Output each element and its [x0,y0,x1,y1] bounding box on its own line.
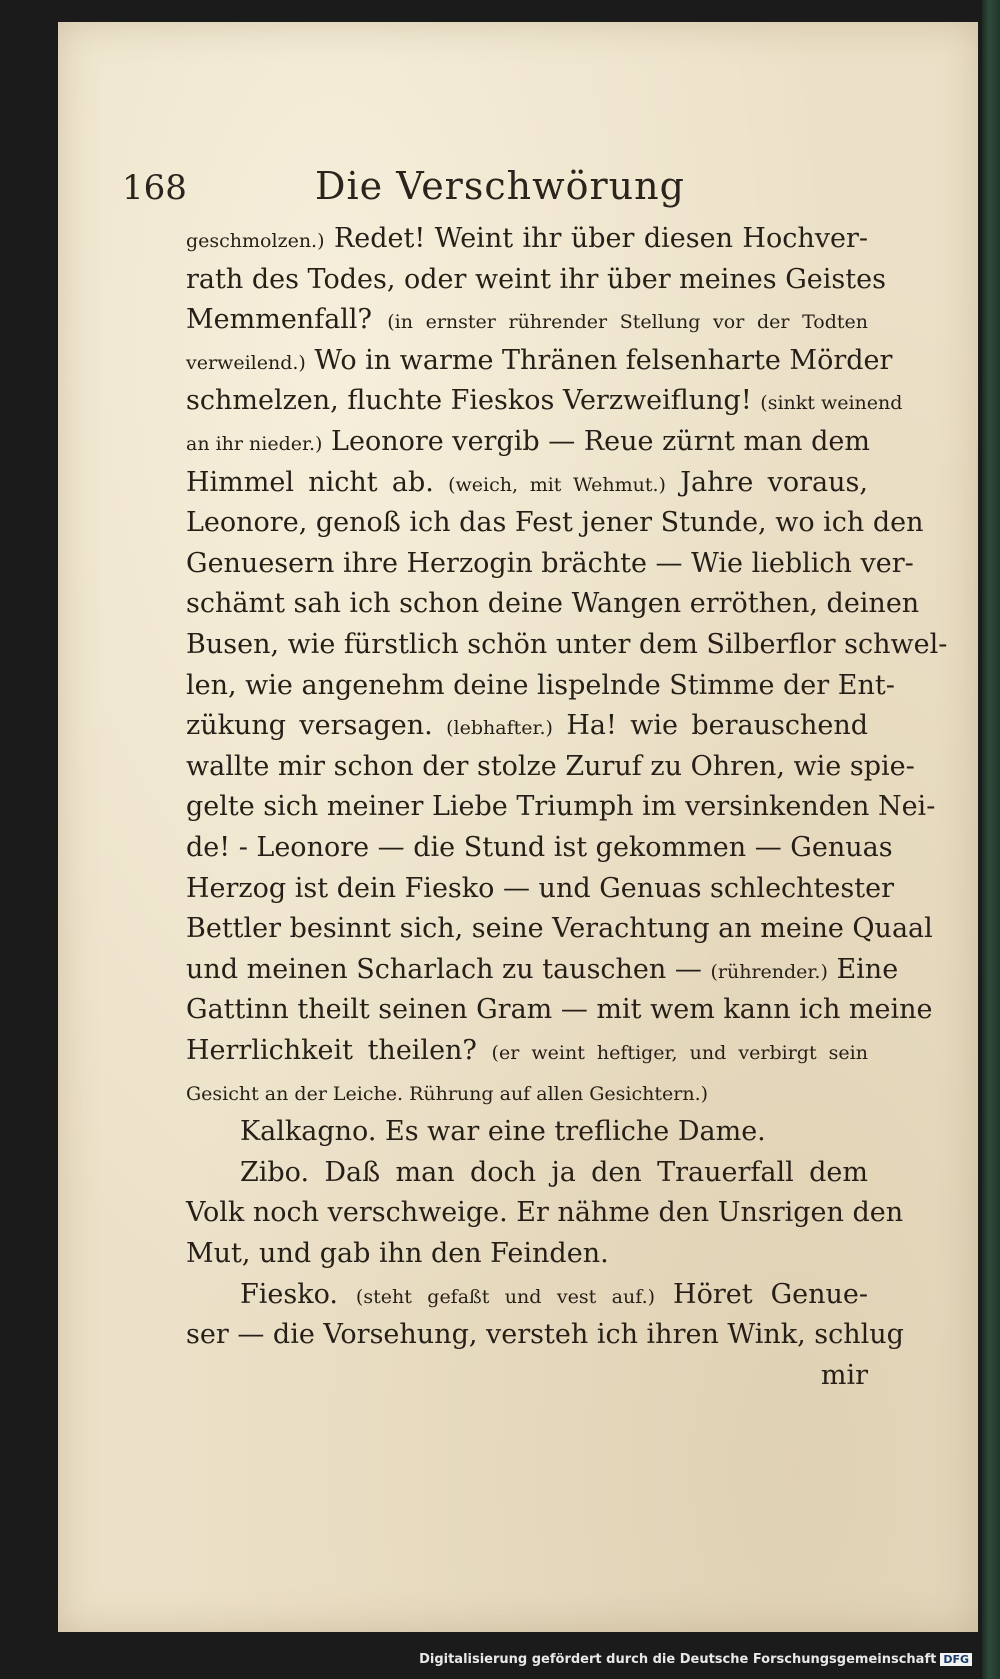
line-text: mir [820,1359,868,1391]
line-text-continued: Leonore vergib — Reue zürnt man dem [322,426,870,457]
text-line [186,872,894,906]
stage-direction: (er weint heftiger, und verbirgt sein [491,1042,868,1064]
line-text: gelte sich meiner Liebe Triumph im versinkenden Nei- [186,791,936,823]
text-line [186,344,893,380]
page-number: 168 [122,168,187,208]
line-text: Himmel nicht ab. [186,466,449,498]
text-line [186,669,895,703]
line-text: und meinen Scharlach zu tauschen — [186,953,711,985]
stage-direction: (rührender.) [710,960,828,983]
text-line [186,1318,904,1352]
text-line [186,425,868,461]
text-line [186,587,920,621]
text-line [186,709,868,745]
line-text: Zibo. Daß man doch ja den Trauerfall dem [240,1156,868,1188]
text-line [186,303,868,339]
stage-direction: Gesicht an der Leiche. Rührung auf allen Gesichtern.) [186,1082,709,1105]
dfg-logo: DFG [940,1653,972,1666]
text-line [186,466,868,502]
line-text: Herzog ist dein Fiesko — und Genuas schlechtester [186,872,894,904]
binding-edge [982,0,1000,1679]
stage-direction: (steht gefaßt und vest auf.) [355,1285,656,1308]
text-line [186,1237,868,1271]
line-text: schmelzen, fluchte Fieskos Verzweiflung! [186,385,761,417]
text-line [186,384,903,420]
text-line [186,1196,904,1230]
text-line [186,263,886,297]
text-line [186,1359,868,1393]
line-text-continued: Wo in warme Thränen felsenharte Mörder [305,344,893,376]
text-line [186,831,893,865]
line-text: Herrlichkeit theilen? [186,1035,492,1066]
line-text: Gattinn theilt seinen Gram — mit wem kann ich meine [186,994,933,1026]
running-title: Die Verschwörung [315,164,685,208]
line-text: Mut, und gab ihn den Feinden. [186,1238,609,1269]
line-text-continued: Redet! Weint ihr über diesen Hochver- [324,223,868,254]
line-text: Genuesern ihre Herzogin brächte — Wie lieblich ver- [186,547,914,579]
line-text: ser — die Vorsehung, versteh ich ihren Wink, schlug [186,1319,904,1351]
line-text: Kalkagno. Es war eine trefliche Dame. [240,1116,766,1148]
text-line [186,993,933,1027]
text-line [186,790,936,824]
line-text: Fiesko. [240,1278,356,1310]
text-line [186,1075,868,1111]
line-text: Memmenfall? [186,304,388,336]
text-line [186,222,868,258]
line-text-continued: Höret Genue- [655,1278,868,1310]
line-text: Volk noch verschweige. Er nähme den Unsrigen den [186,1197,904,1229]
text-line [186,547,914,581]
line-text: schämt sah ich schon deine Wangen erröthen, deinen [186,588,920,620]
stage-direction: an ihr nieder.) [186,433,323,455]
footer-credit [419,1652,972,1667]
stage-direction: (in ernster rührender Stellung vor der Todten [387,311,868,334]
text-line [240,1115,868,1149]
stage-direction: (sinkt weinend [760,392,903,415]
text-line [186,1034,868,1070]
line-text: zükung versagen. [186,710,447,742]
stage-direction: (weich, mit Wehmut.) [448,473,666,496]
line-text-continued: Ha! wie berauschend [552,710,869,742]
line-text: len, wie angenehm deine lispelnde Stimme der Ent- [186,669,895,701]
line-text: Leonore, genoß ich das Fest jener Stunde, wo ich den [186,507,924,539]
stage-direction: verweilend.) [186,351,306,374]
line-text-continued: Eine [827,953,899,985]
line-text: de! - Leonore — die Stund ist gekommen — Genuas [186,832,893,863]
line-text: Bettler besinnt sich, seine Verachtung an meine Quaal [186,913,933,945]
text-line [240,1278,868,1314]
line-text-continued: Jahre voraus, [665,466,868,498]
stage-direction: geschmolzen.) [186,230,325,252]
text-line [186,912,933,946]
footer-credit-text: Digitalisierung gefördert durch die Deutsche Forschungsgemeinschaft [419,1652,937,1667]
text-line [186,506,924,540]
text-line [240,1156,868,1190]
line-text: wallte mir schon der stolze Zuruf zu Ohren, wie spie- [186,750,915,782]
line-text: Busen, wie fürstlich schön unter dem Silberflor schwel- [186,629,948,660]
line-text: rath des Todes, oder weint ihr über meines Geistes [186,263,886,295]
stage-direction: (lebhafter.) [446,717,553,740]
text-line [186,953,899,989]
text-line [186,750,915,784]
text-line [186,628,948,662]
